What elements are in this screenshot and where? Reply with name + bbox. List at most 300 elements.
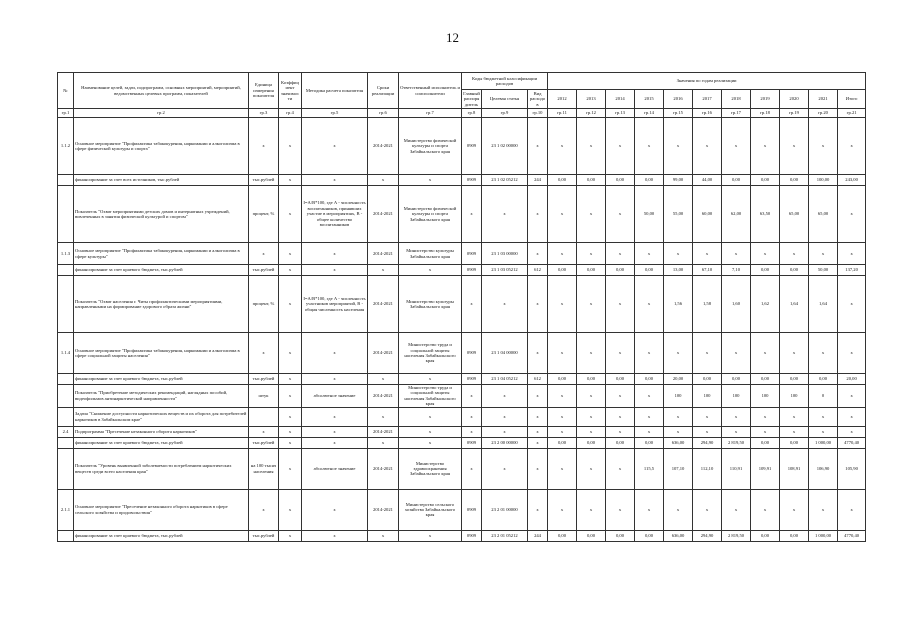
table-cell: 105,90 (838, 448, 866, 489)
table-cell: х (548, 276, 577, 333)
table-cell: 0909 (462, 489, 482, 530)
table-row (58, 407, 866, 426)
table-cell: х (482, 426, 528, 437)
table-cell: 244 (528, 175, 548, 186)
table-cell: х (249, 243, 279, 265)
table-row (58, 333, 866, 374)
table-cell: 23 1 03 00000 (482, 243, 528, 265)
table-cell: х (528, 276, 548, 333)
table-cell (58, 186, 74, 243)
table-cell: финансирование за счет всех источников, тыс.рублей (74, 175, 249, 186)
table-cell: 0,00 (635, 175, 664, 186)
table-cell: 636,00 (664, 530, 693, 541)
table-cell: 294,90 (693, 437, 722, 448)
table-cell: 109,91 (751, 448, 780, 489)
table-cell: х (279, 265, 302, 276)
table-cell: 110,91 (722, 448, 751, 489)
table-cell: х (751, 407, 780, 426)
table-cell: 1.1.3 (58, 243, 74, 265)
table-cell: х (528, 489, 548, 530)
table-cell: х (693, 333, 722, 374)
header-row-main (58, 73, 866, 90)
table-cell: х (809, 243, 838, 265)
table-row (58, 175, 866, 186)
table-row (58, 448, 866, 489)
table-cell: х (302, 265, 368, 276)
table-cell: 1,64 (780, 276, 809, 333)
table-row (58, 489, 866, 530)
table-cell: х (302, 118, 368, 175)
table-row (58, 385, 866, 408)
table-cell (58, 374, 74, 385)
table-cell: 0,00 (635, 265, 664, 276)
table-cell: 0,00 (577, 437, 606, 448)
table-cell: х (279, 489, 302, 530)
table-cell: х (279, 437, 302, 448)
table-cell: тыс.рублей (249, 530, 279, 541)
table-cell: 55,00 (664, 186, 693, 243)
table-cell: I=A/B*100, где А - численность воспитанников, принявших участие в мероприятиях, В - общее количество воспитанников (302, 186, 368, 243)
table-cell: х (635, 407, 664, 426)
header-number: № (58, 73, 74, 109)
column-number-cell: гр.8 (462, 109, 482, 118)
table-cell: х (606, 407, 635, 426)
table-cell: х (528, 385, 548, 408)
table-cell: 0909 (462, 530, 482, 541)
table-cell: х (577, 118, 606, 175)
table-cell: х (399, 437, 462, 448)
table-cell: х (577, 333, 606, 374)
table-cell: х (302, 374, 368, 385)
table-cell: х (635, 333, 664, 374)
table-cell (58, 175, 74, 186)
page-number: 12 (446, 30, 459, 45)
column-number-cell: гр.2 (74, 109, 249, 118)
table-cell: х (780, 118, 809, 175)
column-number-cell: гр.10 (528, 109, 548, 118)
table-cell: тыс.рублей (249, 175, 279, 186)
table-cell: х (548, 118, 577, 175)
table-cell: Основное мероприятие "Профилактика табакокурения, наркомании и алкоголизма в сфере социальной защиты населения" (74, 333, 249, 374)
table-cell: 636,00 (664, 437, 693, 448)
table-cell (58, 530, 74, 541)
table-cell: х (368, 530, 399, 541)
table-row (58, 118, 866, 175)
table-cell: 0909 (462, 437, 482, 448)
table-cell: Показатель "Охват населения г. Читы профилактическими мероприятиями, направленными на формирование здорового образа жизни" (74, 276, 249, 333)
table-cell (58, 448, 74, 489)
table-cell: 0,00 (693, 374, 722, 385)
table-cell: 0,00 (751, 437, 780, 448)
header-budget-col: Вид расходов (528, 90, 548, 109)
table-cell: х (606, 276, 635, 333)
table-cell: х (302, 175, 368, 186)
table-cell: х (279, 333, 302, 374)
table-cell: х (664, 407, 693, 426)
header-year: Итого (838, 90, 866, 109)
table-cell: х (279, 385, 302, 408)
table-cell: 100 (664, 385, 693, 408)
table-row (58, 426, 866, 437)
table-cell: 0,00 (751, 265, 780, 276)
table-cell: х (838, 243, 866, 265)
table-cell: х (279, 407, 302, 426)
table-cell: х (302, 530, 368, 541)
table-cell: х (722, 333, 751, 374)
table-cell: Основное мероприятие "Пресечение незаконного оборота наркотиков в сфере сельского хозяйства и продовольствия" (74, 489, 249, 530)
table-cell: х (368, 437, 399, 448)
table-cell: 612 (528, 374, 548, 385)
table-cell: 0,00 (751, 374, 780, 385)
table-cell: х (462, 276, 482, 333)
table-cell: х (606, 243, 635, 265)
table-cell: 0,00 (722, 374, 751, 385)
table-cell: х (606, 426, 635, 437)
header-year: 2012 (548, 90, 577, 109)
table-cell: 0,00 (606, 265, 635, 276)
table-cell: Основное мероприятие "Профилактика табакокурения, наркомании и алкоголизма в сфере культуры" (74, 243, 249, 265)
table-cell: 0,00 (548, 530, 577, 541)
table-cell: 0,00 (606, 374, 635, 385)
table-cell: Основное мероприятие "Профилактика табакокурения, наркомании и алкоголизма в сфере физической культуры и спорта" (74, 118, 249, 175)
table-cell: х (606, 489, 635, 530)
table-cell: 0909 (462, 374, 482, 385)
table-cell: финансирование за счет краевого бюджета, тыс.рублей (74, 265, 249, 276)
table-cell: х (722, 426, 751, 437)
table-cell: 2014-2021 (368, 186, 399, 243)
table-cell: х (482, 276, 528, 333)
table-cell: 244 (528, 530, 548, 541)
table-cell: х (635, 243, 664, 265)
table-cell: 0,00 (548, 437, 577, 448)
table-cell (58, 385, 74, 408)
table-cell: 612 (528, 265, 548, 276)
table-cell: тыс.рублей (249, 437, 279, 448)
table-cell: х (548, 186, 577, 243)
table-cell: х (635, 276, 664, 333)
header-year: 2021 (809, 90, 838, 109)
column-number-cell: гр.1 (58, 109, 74, 118)
table-cell: 0,00 (577, 265, 606, 276)
table-cell: х (577, 243, 606, 265)
table-row (58, 530, 866, 541)
table-cell: х (751, 243, 780, 265)
table-cell: х (693, 243, 722, 265)
table-cell: 1,56 (664, 276, 693, 333)
table-cell: х (528, 437, 548, 448)
header-year: 2013 (577, 90, 606, 109)
table-cell: 0,00 (780, 265, 809, 276)
table-cell: 1 000,00 (809, 437, 838, 448)
table-cell: х (838, 333, 866, 374)
table-cell: х (606, 186, 635, 243)
table-cell: 65,00 (780, 186, 809, 243)
table-cell: х (528, 426, 548, 437)
table-cell (58, 407, 74, 426)
table-cell: х (606, 333, 635, 374)
column-number-cell: гр.11 (548, 109, 577, 118)
table-cell: 0,00 (751, 175, 780, 186)
table-cell: 23 1 02 00000 (482, 118, 528, 175)
table-row (58, 243, 866, 265)
table-cell: х (838, 385, 866, 408)
table-cell: 0,00 (577, 175, 606, 186)
table-cell: х (249, 426, 279, 437)
table-cell: х (368, 175, 399, 186)
table-cell: х (462, 448, 482, 489)
table-cell: х (751, 333, 780, 374)
table-cell: х (528, 333, 548, 374)
table-cell: 2.1.1 (58, 489, 74, 530)
header-year: 2016 (664, 90, 693, 109)
table-cell: х (664, 426, 693, 437)
table-cell (249, 407, 279, 426)
table-cell: х (780, 333, 809, 374)
table-cell: 13,00 (664, 265, 693, 276)
table-cell: х (528, 243, 548, 265)
table-cell: 67,10 (693, 265, 722, 276)
table-cell: 0,00 (548, 374, 577, 385)
table-cell: 60,00 (693, 186, 722, 243)
table-cell: 63,50 (751, 186, 780, 243)
table-cell: х (693, 426, 722, 437)
table-cell: 2014-2021 (368, 333, 399, 374)
column-number-row (58, 109, 866, 118)
table-cell: 2014-2021 (368, 448, 399, 489)
table-row (58, 265, 866, 276)
table-cell: х (548, 426, 577, 437)
table-cell: х (809, 489, 838, 530)
column-number-cell: гр.13 (606, 109, 635, 118)
table-cell: 100 (693, 385, 722, 408)
table-row (58, 186, 866, 243)
column-number-cell: гр.18 (751, 109, 780, 118)
table-cell: х (635, 118, 664, 175)
table-cell (58, 276, 74, 333)
table-cell: штук (249, 385, 279, 408)
table-cell: 0,00 (635, 374, 664, 385)
table-cell: на 100 тысяч населения (249, 448, 279, 489)
table-cell: 0,00 (722, 175, 751, 186)
header-method: Методика расчета показателя (302, 73, 368, 109)
table-cell: 23 1 04 05212 (482, 374, 528, 385)
table-cell: х (482, 407, 528, 426)
header-year: 2019 (751, 90, 780, 109)
header-year: 2015 (635, 90, 664, 109)
table-cell: х (606, 448, 635, 489)
table-cell: х (577, 407, 606, 426)
table-cell: х (279, 118, 302, 175)
program-table (57, 72, 866, 542)
table-cell: х (399, 426, 462, 437)
table-cell: х (302, 243, 368, 265)
table-cell: х (606, 118, 635, 175)
table-cell: х (548, 448, 577, 489)
table-cell: х (462, 407, 482, 426)
table-cell: 0909 (462, 175, 482, 186)
table-cell: х (722, 489, 751, 530)
table-cell: х (635, 426, 664, 437)
table-cell: 0909 (462, 243, 482, 265)
table-cell: х (399, 175, 462, 186)
table-cell: 1.1.2 (58, 118, 74, 175)
column-number-cell: гр.3 (249, 109, 279, 118)
table-cell: 2014-2021 (368, 118, 399, 175)
table-cell: 0,00 (577, 374, 606, 385)
table-cell: х (279, 243, 302, 265)
table-cell: 1,62 (751, 276, 780, 333)
table-cell: Министерство труда и социальной защиты населения Забайкальского края (399, 385, 462, 408)
table-cell: 243,00 (838, 175, 866, 186)
table-cell: Министерство сельского хозяйства Забайкальского края (399, 489, 462, 530)
table-cell: х (482, 448, 528, 489)
table-cell: х (528, 186, 548, 243)
table-cell: х (548, 385, 577, 408)
table-cell: 65,00 (809, 186, 838, 243)
table-cell: х (722, 118, 751, 175)
table-cell: х (279, 426, 302, 437)
header-budget-col: Целевая статья (482, 90, 528, 109)
table-cell: х (838, 118, 866, 175)
table-cell: 2 819,50 (722, 530, 751, 541)
table-cell: х (548, 489, 577, 530)
table-cell: 2 819,50 (722, 437, 751, 448)
table-cell: х (368, 407, 399, 426)
table-cell: Министерство физической культуры и спорта Забайкальского края (399, 186, 462, 243)
table-cell: 1,58 (693, 276, 722, 333)
table-cell: 115,5 (635, 448, 664, 489)
table-cell: х (399, 530, 462, 541)
table-cell: 7,10 (722, 265, 751, 276)
table-cell: х (482, 385, 528, 408)
table-cell: I=A/B*100, где А - численность участников мероприятий, В - общая численность населения (302, 276, 368, 333)
table-cell: 50,00 (635, 186, 664, 243)
table-cell (58, 437, 74, 448)
table-cell: Министерство культуры Забайкальского края (399, 276, 462, 333)
table-cell: процент, % (249, 276, 279, 333)
table-cell: 0,00 (751, 530, 780, 541)
table-cell: 44,00 (693, 175, 722, 186)
table-cell: х (279, 530, 302, 541)
table-cell: х (664, 333, 693, 374)
column-number-cell: гр.5 (302, 109, 368, 118)
table-cell: х (279, 186, 302, 243)
table-cell: х (780, 426, 809, 437)
table-cell: х (548, 333, 577, 374)
column-number-cell: гр.6 (368, 109, 399, 118)
table-cell: финансирование за счет краевого бюджета, тыс.рублей (74, 530, 249, 541)
table-cell: х (279, 276, 302, 333)
table-cell: х (838, 489, 866, 530)
table-cell: 2014-2021 (368, 426, 399, 437)
table-cell: 50,00 (809, 265, 838, 276)
table-cell: х (838, 407, 866, 426)
table-cell: 100,00 (809, 175, 838, 186)
table-cell: 294,90 (693, 530, 722, 541)
table-cell: финансирование за счет краевого бюджета, тыс.рублей (74, 437, 249, 448)
header-yearly-values: Значения по годам реализации (548, 73, 866, 90)
table-cell: х (664, 243, 693, 265)
table-cell: Министерство физической культуры и спорта Забайкальского края (399, 118, 462, 175)
table-cell: 100 (780, 385, 809, 408)
column-number-cell: гр.12 (577, 109, 606, 118)
table-cell: 0,00 (577, 530, 606, 541)
table-cell: х (302, 407, 368, 426)
table-cell: 23 2 01 00000 (482, 489, 528, 530)
table-cell: х (751, 426, 780, 437)
table-row (58, 276, 866, 333)
table-cell: х (635, 489, 664, 530)
table-cell: х (548, 243, 577, 265)
table-cell: х (693, 118, 722, 175)
table-cell: х (249, 333, 279, 374)
table-cell: 0,00 (635, 437, 664, 448)
table-cell: х (482, 186, 528, 243)
header-year: 2018 (722, 90, 751, 109)
header-year: 2017 (693, 90, 722, 109)
table-cell: 0,00 (548, 175, 577, 186)
header-year: 2020 (780, 90, 809, 109)
table-cell: 23 1 02 05212 (482, 175, 528, 186)
table-cell: 1 000,00 (809, 530, 838, 541)
table-cell: 0,00 (780, 437, 809, 448)
table-body (58, 118, 866, 542)
column-number-cell: гр.15 (664, 109, 693, 118)
table-cell: 23 2 01 05212 (482, 530, 528, 541)
table-cell: х (780, 407, 809, 426)
header-term: Сроки реализации (368, 73, 399, 109)
table-cell: 2014-2021 (368, 276, 399, 333)
table-cell: х (528, 118, 548, 175)
table-cell: 100 (751, 385, 780, 408)
table-cell: х (368, 265, 399, 276)
table-row (58, 437, 866, 448)
table-cell: х (809, 407, 838, 426)
table-cell: х (577, 276, 606, 333)
table-cell: 62,00 (722, 186, 751, 243)
table-cell: х (302, 333, 368, 374)
column-number-cell: гр.19 (780, 109, 809, 118)
table-cell: 99,00 (664, 175, 693, 186)
table-cell: х (577, 426, 606, 437)
header-year: 2014 (606, 90, 635, 109)
table-cell: 0 (809, 385, 838, 408)
table-cell: х (809, 426, 838, 437)
table-cell: 0909 (462, 333, 482, 374)
table-cell: 2014-2021 (368, 243, 399, 265)
table-cell: х (577, 186, 606, 243)
table-cell: х (838, 276, 866, 333)
table-cell: 100 (722, 385, 751, 408)
table-cell: х (462, 186, 482, 243)
table-cell: Задача "Снижение доступности наркотических веществ и их оборота для потребителей наркотиков в Забайкальском крае" (74, 407, 249, 426)
table-cell: тыс.рублей (249, 374, 279, 385)
table-cell: 23 2 00 00000 (482, 437, 528, 448)
table-cell: х (722, 407, 751, 426)
table-cell: х (664, 118, 693, 175)
table-cell (58, 265, 74, 276)
table-cell: 1,60 (722, 276, 751, 333)
table-cell: х (462, 385, 482, 408)
table-cell: х (279, 448, 302, 489)
table-cell: х (399, 265, 462, 276)
table-cell: 1,64 (809, 276, 838, 333)
header-budget-codes: Коды бюджетной классификации расходов (462, 73, 548, 90)
table-cell: 2.4 (58, 426, 74, 437)
table-cell: х (249, 489, 279, 530)
table-cell: абсолютное значение (302, 385, 368, 408)
table-cell: х (577, 448, 606, 489)
